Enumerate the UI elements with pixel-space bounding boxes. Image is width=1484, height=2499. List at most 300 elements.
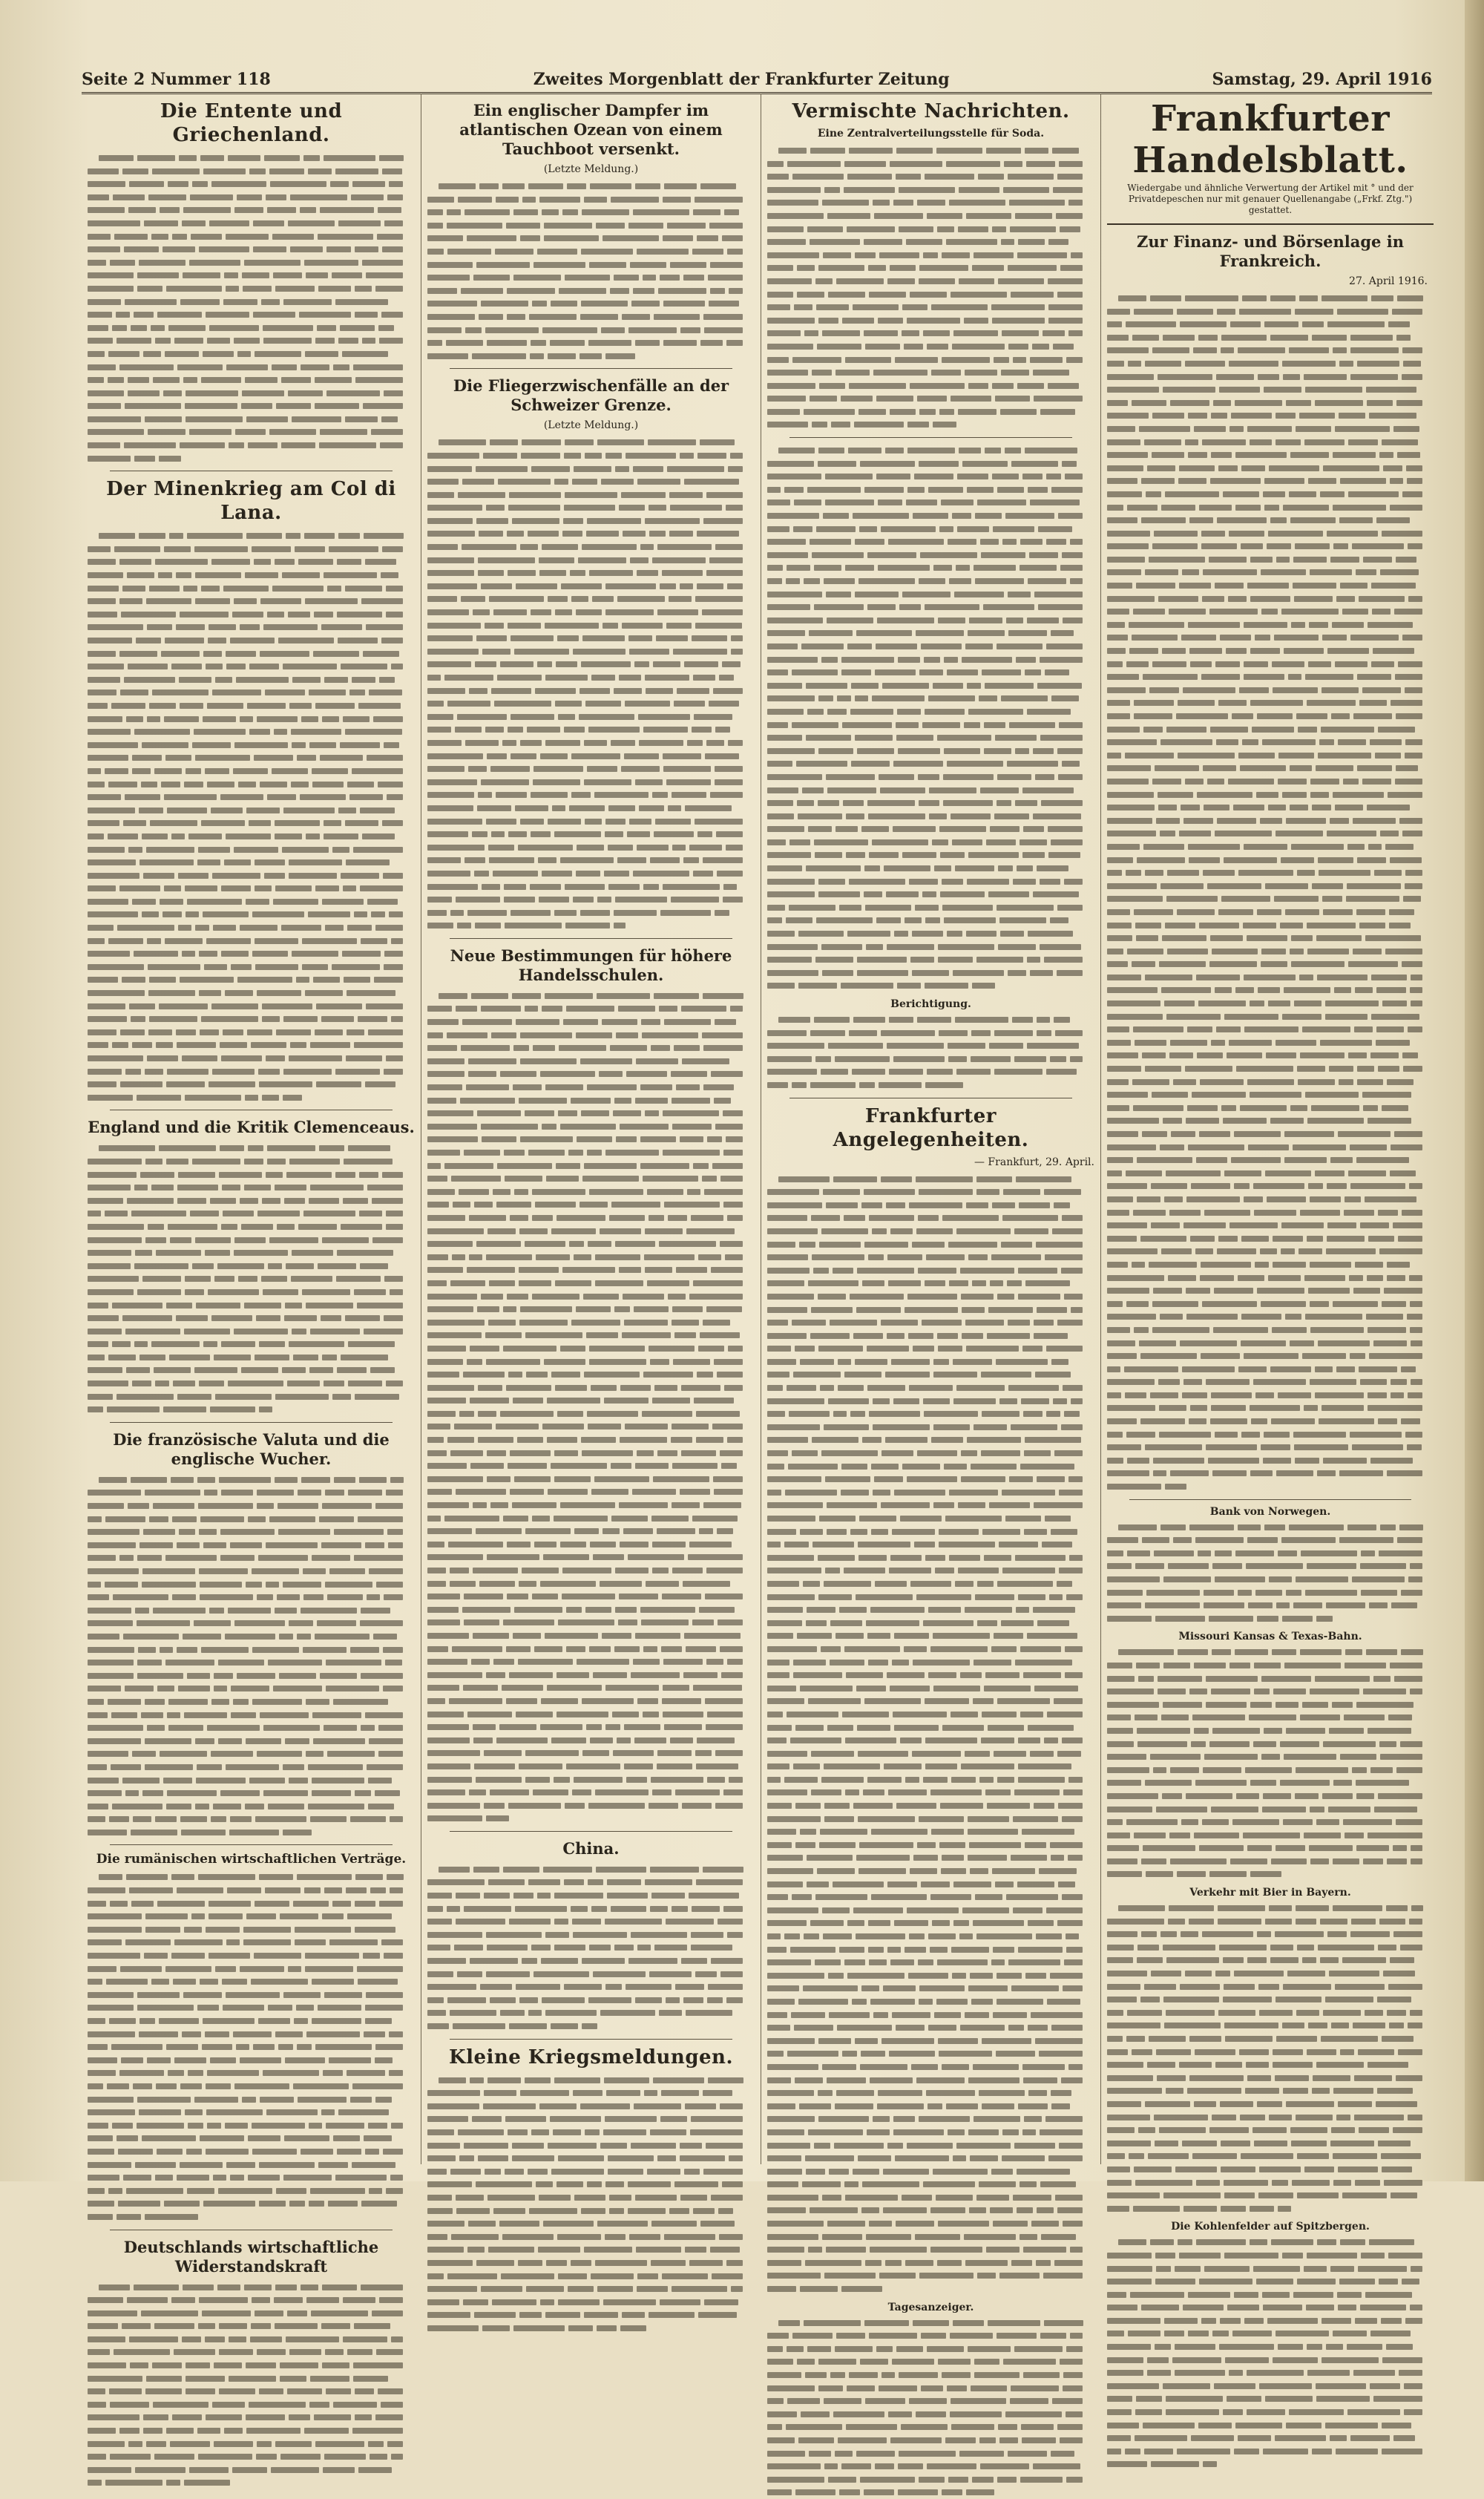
text-line <box>767 1447 1094 1460</box>
text-line <box>1107 1401 1434 1415</box>
text-line <box>427 1590 755 1603</box>
text-line <box>88 647 415 661</box>
text-line <box>767 927 1094 940</box>
text-line <box>1107 1297 1434 1311</box>
headline-frankfurt: Frankfurter Angelegenheiten. <box>833 1104 1029 1151</box>
text-line <box>767 1668 1094 1682</box>
text-line <box>767 2126 1094 2139</box>
text-line <box>427 2178 755 2191</box>
text-line <box>427 180 755 193</box>
text-line <box>88 2066 415 2080</box>
text-line <box>427 1954 755 1968</box>
text-line <box>427 1329 755 1342</box>
text-line <box>1107 1337 1434 1350</box>
text-line <box>88 1260 415 1273</box>
text-line <box>88 1617 415 1630</box>
text-line <box>427 1120 755 1133</box>
text-line <box>1107 1023 1434 1036</box>
text-line <box>1107 1245 1434 1258</box>
binding-spine <box>1465 0 1484 2181</box>
text-line <box>1107 1389 1434 1402</box>
text-line <box>427 710 755 724</box>
text-line <box>1107 2314 1434 2328</box>
text-line <box>427 1146 755 1159</box>
text-line <box>1107 1841 1434 1855</box>
text-line <box>427 1681 755 1694</box>
text-line <box>767 848 1094 862</box>
text-line <box>767 2394 1094 2408</box>
text-line <box>767 1904 1094 1917</box>
text-line <box>88 361 415 374</box>
text-line <box>88 634 415 647</box>
text-line <box>1107 2137 1434 2150</box>
text-line <box>1107 2327 1434 2340</box>
text-line <box>88 1377 415 1390</box>
text-line <box>88 1897 415 1910</box>
text-line <box>88 1551 415 1565</box>
text-line <box>427 1915 755 1928</box>
text-line <box>88 1194 415 1208</box>
text-line <box>767 1878 1094 1891</box>
headline-spitzbergen: Die Kohlenfelder auf Spitzbergen. <box>1171 2221 1370 2233</box>
text-line <box>767 940 1094 954</box>
text-line <box>427 906 755 920</box>
text-line <box>88 295 415 309</box>
text-line <box>1107 1980 1434 1994</box>
headline-minenkrieg: Der Minenkrieg am Col di Lana. <box>106 478 396 525</box>
text-line <box>767 353 1094 367</box>
text-line <box>767 770 1094 784</box>
text-line <box>767 1368 1094 1381</box>
text-line <box>427 449 755 462</box>
text-line <box>427 1642 755 1656</box>
column-4 <box>1101 94 1439 2233</box>
text-line <box>88 1181 415 1194</box>
text-line <box>767 2382 1094 2395</box>
text-line <box>88 1000 415 1013</box>
column-3 <box>761 94 1101 2313</box>
text-line <box>767 392 1094 405</box>
text-line <box>1107 605 1434 618</box>
text-line <box>1107 474 1434 488</box>
text-line <box>767 1065 1094 1078</box>
text-line <box>767 1303 1094 1317</box>
article-rumaenien-body <box>88 1870 415 2223</box>
text-line <box>88 1630 415 1643</box>
headline-bier: Verkehr mit Bier in Bayern. <box>1189 1887 1351 1899</box>
text-line <box>767 1225 1094 1238</box>
text-line <box>88 725 415 738</box>
text-line <box>88 555 415 569</box>
text-line <box>767 235 1094 249</box>
text-line <box>427 1524 755 1538</box>
text-line <box>427 475 755 488</box>
text-line <box>1107 1101 1434 1115</box>
text-line <box>427 1564 755 1577</box>
text-line <box>427 2139 755 2152</box>
text-line <box>427 1550 755 1564</box>
text-line <box>1107 1219 1434 1232</box>
text-line <box>767 1342 1094 1355</box>
text-line <box>1107 1167 1434 1180</box>
text-line <box>767 679 1094 692</box>
text-line <box>1107 1953 1434 1967</box>
text-line <box>1107 644 1434 658</box>
text-line <box>427 1746 755 1760</box>
text-line <box>1107 1193 1434 1206</box>
text-line <box>1107 1349 1434 1363</box>
text-line <box>1107 540 1434 553</box>
headline-tagesanzeiger: Tagesanzeiger. <box>887 2301 974 2313</box>
text-line <box>88 529 415 543</box>
text-line <box>427 2204 755 2218</box>
text-line <box>88 2001 415 2014</box>
text-line <box>1107 854 1434 867</box>
text-line <box>1107 2176 1434 2190</box>
text-line <box>88 2184 415 2198</box>
text-line <box>1107 971 1434 984</box>
page-number: Seite 2 Nummer 118 <box>82 70 271 89</box>
text-line <box>1107 2058 1434 2071</box>
text-line <box>88 595 415 608</box>
text-line <box>427 1629 755 1642</box>
text-line <box>1107 1586 1434 1599</box>
text-line <box>427 1055 755 1068</box>
text-line <box>1107 775 1434 788</box>
text-line <box>767 548 1094 562</box>
text-line <box>767 1734 1094 1747</box>
text-line <box>427 1002 755 1015</box>
subhead-flieger: (Letzte Meldung.) <box>543 419 639 432</box>
text-line <box>88 2411 415 2424</box>
text-line <box>88 2345 415 2359</box>
text-line <box>767 1682 1094 1695</box>
text-line <box>88 1078 415 1091</box>
text-line <box>427 1694 755 1708</box>
text-line <box>1107 1454 1434 1467</box>
text-line <box>767 731 1094 744</box>
text-line <box>88 269 415 282</box>
text-line <box>427 2217 755 2230</box>
headline-berichtigung: Berichtigung. <box>890 998 971 1010</box>
text-line <box>1107 2249 1434 2262</box>
text-line <box>1107 1114 1434 1127</box>
text-line <box>427 828 755 841</box>
text-line <box>767 2191 1094 2204</box>
text-line <box>1107 1521 1434 1534</box>
text-line <box>767 1355 1094 1369</box>
text-line <box>767 1812 1094 1826</box>
text-line <box>1107 579 1434 592</box>
text-line <box>1107 1547 1434 1560</box>
text-line <box>427 1902 755 1916</box>
text-line <box>427 284 755 298</box>
text-line <box>88 1026 415 1039</box>
text-line <box>767 1851 1094 1864</box>
text-line <box>767 1603 1094 1617</box>
article-kriegsmeldungen-body <box>427 2074 755 2335</box>
text-line <box>1107 1776 1434 1789</box>
text-line <box>427 193 755 206</box>
text-line <box>1107 527 1434 540</box>
text-line <box>88 1038 415 1052</box>
text-line <box>1107 631 1434 644</box>
text-line <box>1107 2405 1434 2419</box>
text-line <box>1107 1441 1434 1454</box>
text-line <box>427 1041 755 1055</box>
text-line <box>767 1799 1094 1812</box>
text-line <box>1107 2288 1434 2302</box>
text-line <box>1107 1363 1434 1376</box>
text-line <box>427 1185 755 1199</box>
text-line <box>767 2074 1094 2087</box>
text-line <box>88 1513 415 1526</box>
text-line <box>88 308 415 321</box>
text-line <box>1107 2366 1434 2380</box>
text-line <box>88 1936 415 1949</box>
text-line <box>767 2329 1094 2342</box>
text-line <box>88 1565 415 1578</box>
article-frankfurt-body <box>767 1173 1094 2296</box>
text-line <box>767 2112 1094 2126</box>
text-line <box>88 569 415 582</box>
text-line <box>88 620 415 634</box>
article-widerstandskraft-body <box>88 2281 415 2490</box>
text-line <box>1107 2071 1434 2085</box>
text-line <box>767 1995 1094 2008</box>
text-line <box>1107 658 1434 671</box>
text-line <box>427 245 755 258</box>
newspaper-title: Zweites Morgenblatt der Frankfurter Zeitung <box>533 70 950 89</box>
text-line <box>1107 1258 1434 1271</box>
text-line <box>767 2342 1094 2356</box>
article-minenkrieg-body <box>88 529 415 1104</box>
text-line <box>427 1081 755 1094</box>
text-line <box>88 2372 415 2385</box>
text-line <box>427 2256 755 2270</box>
text-line <box>427 671 755 684</box>
text-line <box>88 2385 415 2398</box>
text-line <box>1107 880 1434 893</box>
text-line <box>767 209 1094 223</box>
text-line <box>767 457 1094 471</box>
text-line <box>1107 1310 1434 1323</box>
text-line <box>88 1299 415 1312</box>
text-line <box>767 275 1094 288</box>
text-line <box>767 2060 1094 2074</box>
text-line <box>1107 1724 1434 1737</box>
text-line <box>1107 684 1434 697</box>
text-line <box>1107 1967 1434 1980</box>
text-line <box>767 1486 1094 1499</box>
text-line <box>427 258 755 272</box>
text-line <box>767 2152 1094 2165</box>
text-line <box>1107 1179 1434 1193</box>
text-line <box>767 2408 1094 2421</box>
text-line <box>427 919 755 932</box>
text-line <box>767 2460 1094 2473</box>
text-line <box>88 2171 415 2184</box>
text-line <box>767 1290 1094 1303</box>
text-line <box>427 297 755 310</box>
text-line <box>88 2476 415 2489</box>
text-line <box>1107 1153 1434 1167</box>
text-line <box>427 1198 755 1211</box>
text-line <box>427 1447 755 1460</box>
text-line <box>767 523 1094 536</box>
text-line <box>1107 409 1434 422</box>
text-line <box>427 1277 755 1290</box>
text-line <box>1107 2149 1434 2163</box>
text-line <box>767 561 1094 574</box>
text-line <box>767 2486 1094 2499</box>
text-line <box>1107 318 1434 331</box>
text-line <box>427 736 755 750</box>
text-line <box>767 1264 1094 1277</box>
text-line <box>1107 2123 1434 2137</box>
text-line <box>1107 370 1434 384</box>
text-line <box>88 1325 415 1338</box>
article-missouri-body <box>1107 1645 1434 1881</box>
text-line <box>767 170 1094 183</box>
text-line <box>427 1420 755 1433</box>
text-line <box>1107 1127 1434 1141</box>
text-line <box>88 816 415 830</box>
text-line <box>427 1211 755 1225</box>
text-line <box>88 1949 415 1962</box>
text-line <box>88 1246 415 1260</box>
text-line <box>767 1473 1094 1486</box>
text-line <box>767 640 1094 653</box>
headline-clemenceau: England und die Kritik Clemenceaus. <box>88 1118 415 1137</box>
text-line <box>767 1969 1094 1982</box>
headline-norwegen: Bank von Norwegen. <box>1209 1505 1331 1518</box>
text-line <box>427 1263 755 1277</box>
text-line <box>767 1721 1094 1735</box>
text-line <box>767 1760 1094 1773</box>
text-line <box>767 301 1094 314</box>
text-line <box>427 1928 755 1942</box>
text-line <box>1107 2046 1434 2059</box>
text-line <box>1107 2392 1434 2405</box>
text-line <box>767 1617 1094 1630</box>
text-line <box>88 2333 415 2346</box>
article-clemenceau-body <box>88 1142 415 1415</box>
text-line <box>427 1029 755 1042</box>
text-line <box>1107 1075 1434 1089</box>
text-line <box>767 744 1094 758</box>
text-line <box>427 1708 755 1721</box>
text-line <box>1107 2111 1434 2124</box>
text-line <box>88 1923 415 1936</box>
text-line <box>88 1285 415 1299</box>
text-line <box>88 321 415 335</box>
text-line <box>767 196 1094 209</box>
text-line <box>767 1433 1094 1447</box>
text-line <box>767 1577 1094 1591</box>
text-line <box>767 418 1094 431</box>
text-line <box>1107 749 1434 762</box>
text-line <box>88 1012 415 1026</box>
text-line <box>88 2319 415 2333</box>
text-line <box>427 880 755 894</box>
text-line <box>1107 1271 1434 1285</box>
text-line <box>88 2014 415 2028</box>
text-line <box>767 901 1094 914</box>
text-line <box>1107 2431 1434 2445</box>
text-line <box>767 1078 1094 1092</box>
text-line <box>767 2047 1094 2060</box>
text-line <box>427 462 755 476</box>
text-line <box>1107 514 1434 527</box>
text-line <box>88 660 415 673</box>
text-line <box>427 989 755 1003</box>
text-line <box>1107 422 1434 436</box>
text-line <box>88 1709 415 1722</box>
text-line <box>767 1786 1094 1799</box>
text-line <box>427 1433 755 1447</box>
text-line <box>88 830 415 843</box>
article-dampfer-body <box>427 180 755 362</box>
text-line <box>1107 462 1434 475</box>
text-line <box>427 2308 755 2322</box>
text-line <box>427 1941 755 1954</box>
text-line <box>1107 866 1434 880</box>
text-line <box>88 1884 415 1897</box>
text-line <box>427 540 755 554</box>
text-line <box>767 509 1094 523</box>
text-line <box>427 1015 755 1029</box>
text-line <box>427 684 755 698</box>
text-line <box>1107 2189 1434 2202</box>
text-line <box>88 1682 415 1695</box>
text-line <box>88 2054 415 2067</box>
text-line <box>767 1277 1094 1290</box>
text-line <box>767 379 1094 393</box>
article-china-body <box>427 1863 755 2033</box>
text-line <box>767 653 1094 666</box>
text-line <box>88 1052 415 1065</box>
text-line <box>767 966 1094 980</box>
text-line <box>88 439 415 452</box>
text-line <box>767 496 1094 509</box>
text-line <box>1107 1559 1434 1573</box>
text-line <box>88 2080 415 2093</box>
text-line <box>767 535 1094 548</box>
text-line <box>767 692 1094 705</box>
text-line <box>427 1863 755 1876</box>
text-line <box>88 2463 415 2477</box>
text-line <box>88 1800 415 1813</box>
text-line <box>88 1988 415 2002</box>
text-line <box>88 1142 415 1155</box>
text-line <box>88 282 415 295</box>
text-line <box>1107 1737 1434 1751</box>
text-line <box>1107 892 1434 905</box>
text-line <box>767 314 1094 327</box>
text-line <box>1107 592 1434 606</box>
text-line <box>88 2398 415 2411</box>
text-line <box>767 2204 1094 2217</box>
text-line <box>427 632 755 645</box>
text-line <box>1107 1941 1434 1954</box>
text-line <box>767 470 1094 483</box>
text-line <box>88 582 415 595</box>
text-line <box>1107 2163 1434 2176</box>
text-line <box>427 2270 755 2283</box>
text-line <box>1107 1993 1434 2006</box>
text-line <box>88 686 415 699</box>
